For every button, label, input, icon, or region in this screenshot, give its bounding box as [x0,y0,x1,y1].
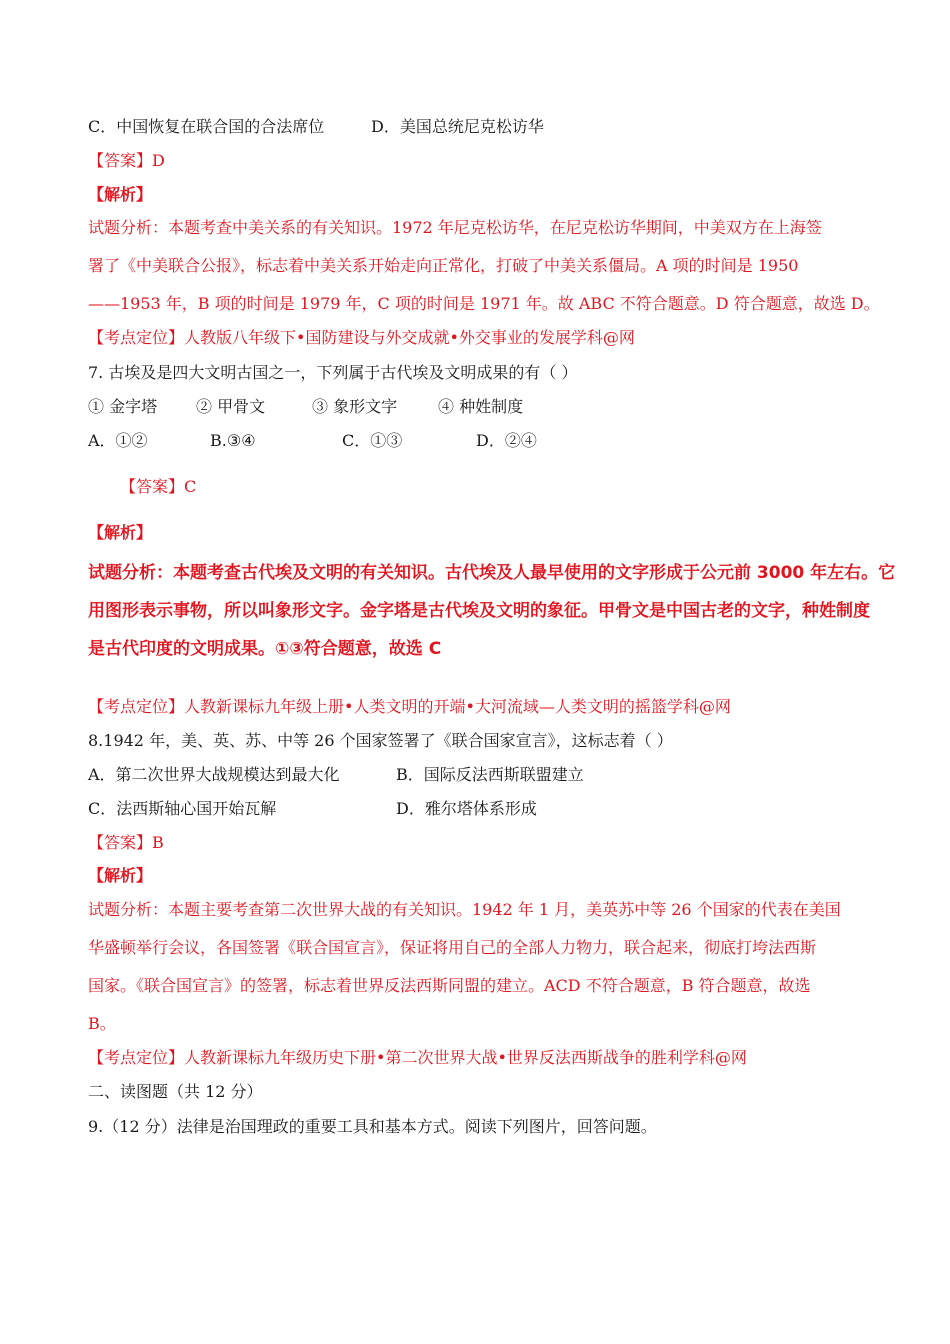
q7-option-b: B.③④ [210,431,256,450]
q8-option-c: C．法西斯轴心国开始瓦解 [88,799,277,818]
q7-analysis-line-3: 是古代印度的文明成果。①③符合题意，故选 C [88,639,442,659]
q6-option-c: C．中国恢复在联合国的合法席位 [88,117,325,136]
q9-question: 9.（12 分）法律是治国理政的重要工具和基本方式。阅读下列图片，回答问题。 [88,1117,657,1136]
q6-analysis-line-3: ——1953 年，B 项的时间是 1979 年，C 项的时间是 1971 年。故 ABC 不符合题意。D 符合题意，故选 D。 [88,294,880,313]
q6-point: 【考点定位】人教版八年级下•国防建设与外交成就•外交事业的发展学科@网 [88,328,635,347]
q7-options-row [88,431,537,451]
q6-options-row [88,117,544,137]
q8-option-d: D．雅尔塔体系形成 [396,799,537,818]
q7-items-row [88,397,523,417]
q8-options-row-1 [88,765,584,785]
q7-question: 7. 古埃及是四大文明古国之一，下列属于古代埃及文明成果的有（ ） [88,363,578,382]
q8-analysis-line-3: 国家。《联合国宣言》的签署，标志着世界反法西斯同盟的建立。ACD 不符合题意，B 符合题意，故选 [88,976,811,995]
q6-option-d: D．美国总统尼克松访华 [371,117,544,136]
q7-option-d: D．②④ [476,431,537,450]
q8-question: 8.1942 年，美、英、苏、中等 26 个国家签署了《联合国家宣言》，这标志着（ ） [88,731,673,750]
q8-point: 【考点定位】人教新课标九年级历史下册•第二次世界大战•世界反法西斯战争的胜利学科@网 [88,1048,747,1067]
q7-item-3: ③ 象形文字 [312,397,398,416]
q6-analysis-line-2: 署了《中美联合公报》，标志着中美关系开始走向正常化，打破了中美关系僵局。A 项的时间是 1950 [88,256,799,275]
q7-analysis-line-1: 试题分析：本题考查古代埃及文明的有关知识。古代埃及人最早使用的文字形成于公元前 3000 年左右。它 [88,563,896,583]
q7-answer: 【答案】C [120,477,197,496]
q6-analysis-line-1: 试题分析：本题考查中美关系的有关知识。1972 年尼克松访华，在尼克松访华期间，中美双方在上海签 [88,218,822,237]
q8-answer: 【答案】B [88,833,164,852]
q7-option-c: C．①③ [342,431,403,450]
q8-analysis-label: 【解析】 [88,866,153,885]
section-2-title: 二、读图题（共 12 分） [88,1082,263,1101]
q7-option-a: A．①② [88,431,148,450]
q6-analysis-label: 【解析】 [88,185,153,204]
q7-item-4: ④ 种姓制度 [438,397,524,416]
q8-options-row-2 [88,799,537,819]
q7-item-2: ② 甲骨文 [196,397,266,416]
q8-option-b: B．国际反法西斯联盟建立 [396,765,584,784]
q6-answer: 【答案】D [88,151,165,170]
q8-analysis-line-2: 华盛顿举行会议，各国签署《联合国宣言》，保证将用自己的全部人力物力，联合起来，彻底打垮法西斯 [88,938,817,957]
q7-analysis-line-2: 用图形表示事物，所以叫象形文字。金字塔是古代埃及文明的象征。甲骨文是中国古老的文字，种姓制度 [88,601,870,621]
q8-analysis-line-4: B。 [88,1014,116,1033]
q7-item-1: ① 金字塔 [88,397,158,416]
q7-point: 【考点定位】人教新课标九年级上册•人类文明的开端•大河流域—人类文明的摇篮学科@网 [88,697,731,716]
q8-analysis-line-1: 试题分析：本题主要考查第二次世界大战的有关知识。1942 年 1 月，美英苏中等 26 个国家的代表在美国 [88,900,841,919]
q8-option-a: A．第二次世界大战规模达到最大化 [88,765,340,784]
q7-analysis-label: 【解析】 [88,523,153,542]
